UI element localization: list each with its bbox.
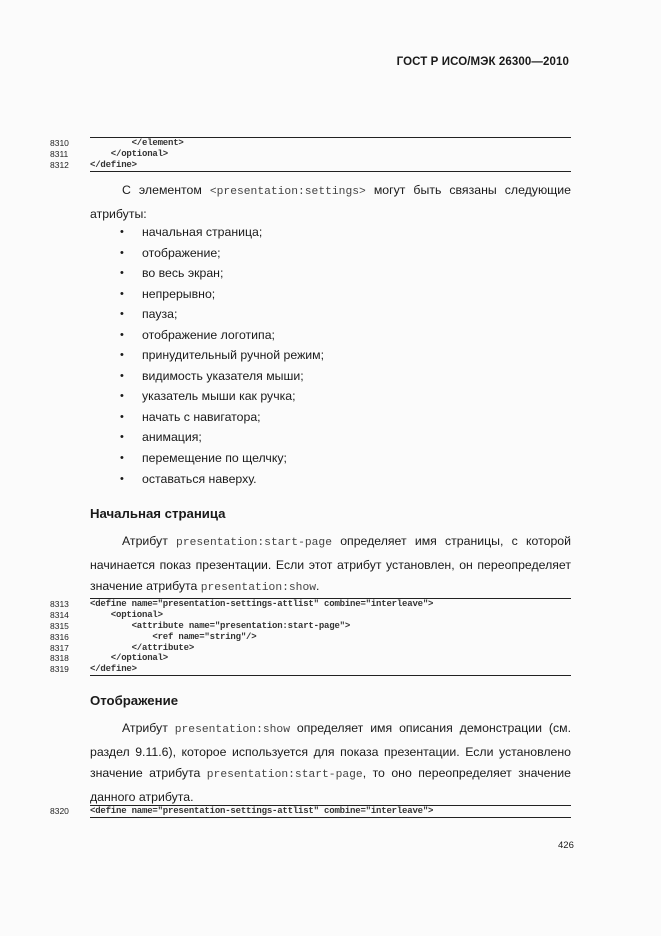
code-text: </define> [90,664,137,675]
show-code-2: presentation:start-page [206,769,363,781]
list-item [120,222,324,243]
list-item-text: во весь экран; [142,266,224,281]
line-number: 8320 [50,806,69,816]
code-line [50,159,571,171]
list-item-text: непрерывно; [142,286,216,301]
bullet-icon: • [120,452,124,465]
list-item-text: отображение логотипа; [142,327,275,342]
line-number: 8317 [50,642,69,653]
code-line [50,664,571,675]
bullet-icon: • [120,349,124,362]
code-text: <optional> [90,609,163,620]
start-page-paragraph [90,531,571,600]
show-text-3: , то оно переопределяет значение данного атрибута. [90,766,571,804]
attributes-list [120,222,324,489]
show-paragraph [90,718,571,808]
bullet-icon: • [120,267,124,280]
line-number: 8310 [50,138,69,148]
list-item [120,243,324,264]
code-line [50,148,571,160]
bullet-icon: • [120,328,124,341]
document-header: ГОСТ Р ИСО/МЭК 26300—2010 [396,56,569,68]
code-line [50,653,571,664]
bullet-icon: • [120,369,124,382]
section-heading-start-page: Начальная страница [90,506,226,521]
list-item [120,448,324,469]
start-page-text-2: определяет имя страницы, с которой начинается показ презентации. Если этот атрибут установлен, он переопределяет значение атрибута [90,534,571,593]
line-number: 8315 [50,620,69,631]
code-line [50,642,571,654]
list-item-text: принудительный ручной режим; [142,348,325,363]
list-item [120,366,324,387]
show-text-1: Атрибут [122,721,175,735]
code-text: </attribute> [90,642,195,653]
bullet-icon: • [120,246,124,259]
code-text: </optional> [90,148,169,159]
line-number: 8319 [50,664,69,675]
code-line [50,631,571,643]
intro-paragraph [90,180,571,225]
line-number: 8318 [50,653,69,664]
bullet-icon: • [120,431,124,444]
code-block-2 [50,598,571,676]
code-text: <define name="presentation-settings-attlist" combine="interleave"> [90,806,434,816]
code-text: <define name="presentation-settings-attlist" combine="interleave"> [90,599,434,609]
list-item [120,386,324,407]
line-number: 8316 [50,631,69,642]
bullet-icon: • [120,390,124,403]
list-item-text: перемещение по щелчку; [142,451,287,466]
start-page-text-1: Атрибут [122,534,177,548]
list-item-text: указатель мыши как ручка; [142,389,296,404]
bullet-icon: • [120,287,124,300]
list-item [120,469,324,490]
code-line [50,599,571,610]
line-number: 8314 [50,609,69,620]
code-text: <attribute name="presentation:start-page"> [90,620,351,631]
start-page-text-3: . [316,579,320,593]
list-item [120,407,324,428]
code-text: </define> [90,159,137,170]
list-item-text: начать с навигатора; [142,409,261,424]
line-number: 8313 [50,599,69,609]
list-item-text: видимость указателя мыши; [142,368,304,383]
list-item-text: отображение; [142,245,221,260]
code-line [50,609,571,621]
code-text: <ref name="string"/> [90,631,257,642]
code-text: </optional> [90,653,169,664]
list-item-text: оставаться наверху. [142,471,257,486]
intro-text-before: С элементом [122,183,210,197]
bullet-icon: • [120,410,124,423]
code-block-1 [50,137,571,172]
start-page-code-1: presentation:start-page [176,537,332,549]
list-item [120,304,324,325]
intro-text-after: могут быть связаны следующие атрибуты: [90,183,572,221]
list-item-text: начальная страница; [142,225,263,239]
show-text-2: определяет имя описания демонстрации (см. раздел 9.11.6), которое используется для показа презентации. Если установлено значение атрибута [90,721,571,780]
line-number: 8312 [50,159,69,170]
list-item [120,427,324,448]
code-block-3 [50,805,571,818]
line-number: 8311 [50,148,69,159]
code-line [50,620,571,632]
start-page-code-2: presentation:show [200,582,316,594]
bullet-icon: • [120,472,124,485]
list-item-text: пауза; [142,307,178,322]
intro-code-element: <presentation:settings> [209,186,366,198]
list-item [120,284,324,305]
page-number: 426 [558,840,574,851]
list-item-text: анимация; [142,430,202,445]
bullet-icon: • [120,308,124,321]
code-line [50,138,571,149]
list-item [120,345,324,366]
list-item [120,263,324,284]
bullet-icon: • [120,226,124,238]
code-text: </element> [90,138,184,148]
section-heading-show: Отображение [90,693,179,708]
code-line [50,806,571,817]
list-item [120,325,324,346]
show-code-1: presentation:show [174,724,290,736]
